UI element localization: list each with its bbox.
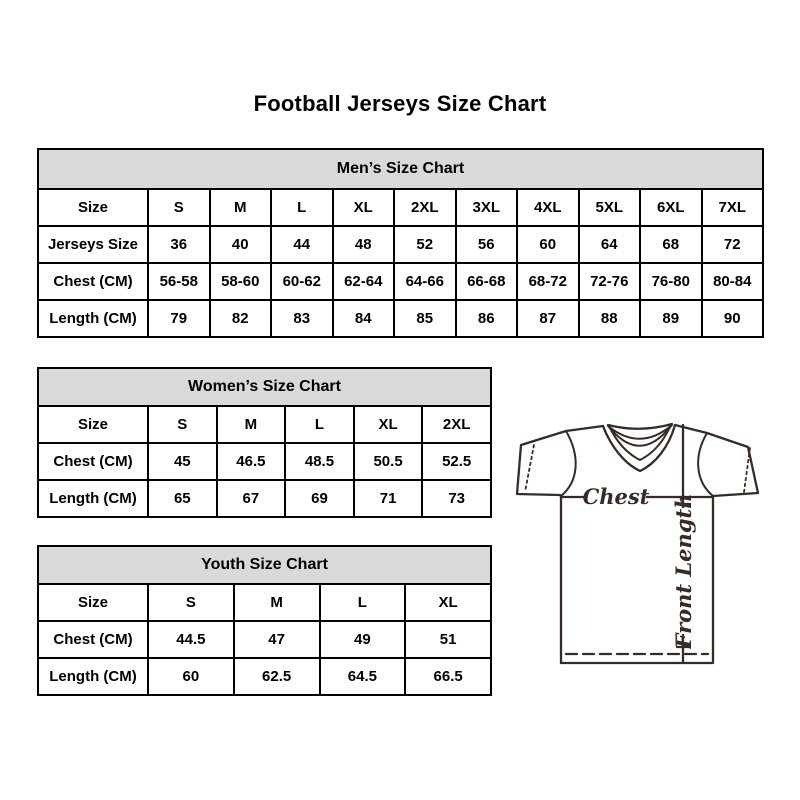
size-cell: M xyxy=(234,584,320,621)
size-cell: 79 xyxy=(148,300,210,337)
row-label: Length (CM) xyxy=(38,658,148,695)
size-cell: 72-76 xyxy=(579,263,641,300)
size-cell: 56-58 xyxy=(148,263,210,300)
size-cell: 73 xyxy=(422,480,491,517)
womens-size-table xyxy=(37,367,492,518)
table-row xyxy=(38,406,491,443)
size-cell: 62-64 xyxy=(333,263,395,300)
size-cell: 52.5 xyxy=(422,443,491,480)
size-cell: 64.5 xyxy=(320,658,406,695)
table-row xyxy=(38,584,491,621)
size-cell: 7XL xyxy=(702,189,764,226)
jersey-collar-top xyxy=(608,424,672,429)
size-cell: 83 xyxy=(271,300,333,337)
table-title: Youth Size Chart xyxy=(38,546,491,584)
size-cell: 51 xyxy=(405,621,491,658)
size-cell: 3XL xyxy=(456,189,518,226)
row-label: Length (CM) xyxy=(38,300,148,337)
size-cell: 76-80 xyxy=(640,263,702,300)
size-cell: 85 xyxy=(394,300,456,337)
table-row xyxy=(38,480,491,517)
size-cell: 86 xyxy=(456,300,518,337)
table-row xyxy=(38,263,763,300)
jersey-left-cuff-dotted-line xyxy=(525,445,534,492)
table-row xyxy=(38,621,491,658)
row-label: Size xyxy=(38,189,148,226)
size-cell: 64-66 xyxy=(394,263,456,300)
size-cell: 66.5 xyxy=(405,658,491,695)
row-label: Chest (CM) xyxy=(38,621,148,658)
size-cell: 68-72 xyxy=(517,263,579,300)
size-cell: L xyxy=(320,584,406,621)
size-cell: 66-68 xyxy=(456,263,518,300)
size-cell: 65 xyxy=(148,480,217,517)
size-cell: 69 xyxy=(285,480,354,517)
size-cell: 4XL xyxy=(517,189,579,226)
size-cell: 2XL xyxy=(394,189,456,226)
chest-label: Chest xyxy=(582,484,650,509)
size-cell: 72 xyxy=(702,226,764,263)
table-row xyxy=(38,658,491,695)
size-cell: 46.5 xyxy=(217,443,286,480)
jersey-measurement-diagram xyxy=(503,412,773,672)
size-cell: 36 xyxy=(148,226,210,263)
mens-size-table xyxy=(37,148,764,338)
size-cell: 5XL xyxy=(579,189,641,226)
jersey-left-seam xyxy=(561,431,576,496)
size-cell: 60 xyxy=(517,226,579,263)
size-cell: 60-62 xyxy=(271,263,333,300)
page-title: Football Jerseys Size Chart xyxy=(253,91,547,116)
size-cell: 58-60 xyxy=(210,263,272,300)
table-row xyxy=(38,300,763,337)
front-length-label: Front Length xyxy=(671,493,696,649)
row-label: Size xyxy=(38,584,148,621)
size-cell: 71 xyxy=(354,480,423,517)
size-cell: 40 xyxy=(210,226,272,263)
size-cell: S xyxy=(148,406,217,443)
size-cell: 49 xyxy=(320,621,406,658)
jersey-right-seam xyxy=(698,433,713,496)
size-cell: 48.5 xyxy=(285,443,354,480)
size-cell: 82 xyxy=(210,300,272,337)
jersey-illustration xyxy=(503,412,773,672)
row-label: Size xyxy=(38,406,148,443)
size-cell: 62.5 xyxy=(234,658,320,695)
size-cell: XL xyxy=(405,584,491,621)
table-row xyxy=(38,443,491,480)
size-cell: 45 xyxy=(148,443,217,480)
size-cell: 56 xyxy=(456,226,518,263)
size-cell: 6XL xyxy=(640,189,702,226)
size-cell: S xyxy=(148,189,210,226)
table-row xyxy=(38,226,763,263)
row-label: Length (CM) xyxy=(38,480,148,517)
size-cell: 80-84 xyxy=(702,263,764,300)
size-cell: 64 xyxy=(579,226,641,263)
size-cell: 87 xyxy=(517,300,579,337)
size-cell: 68 xyxy=(640,226,702,263)
size-cell: 48 xyxy=(333,226,395,263)
size-cell: 47 xyxy=(234,621,320,658)
size-cell: 60 xyxy=(148,658,234,695)
size-cell: 67 xyxy=(217,480,286,517)
youth-size-table xyxy=(37,545,492,696)
size-cell: 2XL xyxy=(422,406,491,443)
size-cell: L xyxy=(271,189,333,226)
size-cell: 88 xyxy=(579,300,641,337)
size-cell: M xyxy=(210,189,272,226)
row-label: Jerseys Size xyxy=(38,226,148,263)
size-cell: 84 xyxy=(333,300,395,337)
table-row xyxy=(38,189,763,226)
size-cell: 44 xyxy=(271,226,333,263)
size-cell: XL xyxy=(354,406,423,443)
size-cell: 89 xyxy=(640,300,702,337)
table-title: Women’s Size Chart xyxy=(38,368,491,406)
size-cell: S xyxy=(148,584,234,621)
row-label: Chest (CM) xyxy=(38,263,148,300)
size-cell: 50.5 xyxy=(354,443,423,480)
size-cell: M xyxy=(217,406,286,443)
size-cell: 44.5 xyxy=(148,621,234,658)
size-cell: 52 xyxy=(394,226,456,263)
size-cell: L xyxy=(285,406,354,443)
row-label: Chest (CM) xyxy=(38,443,148,480)
table-title: Men’s Size Chart xyxy=(38,149,763,189)
jersey-right-cuff-dotted-line xyxy=(744,448,750,492)
size-cell: XL xyxy=(333,189,395,226)
size-cell: 90 xyxy=(702,300,764,337)
